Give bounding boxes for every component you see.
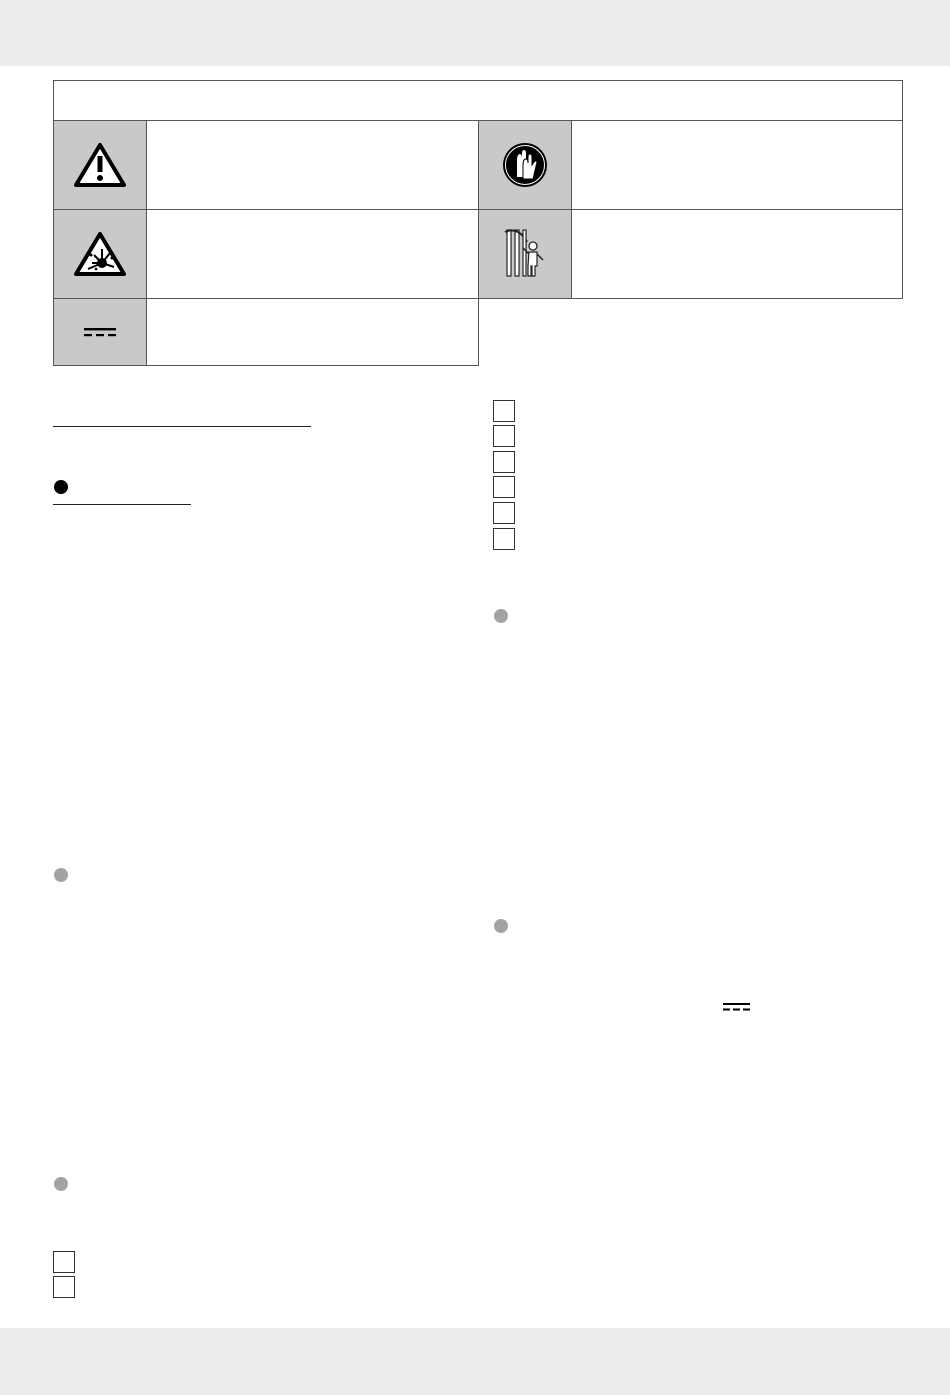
checklist-box xyxy=(493,425,515,447)
subsection-bullet xyxy=(494,919,508,933)
icon-cell xyxy=(54,210,147,298)
warning-triangle-icon xyxy=(74,142,126,188)
explosion-hazard-icon xyxy=(74,231,126,277)
table-row xyxy=(53,121,479,210)
icon-cell xyxy=(479,210,572,298)
symbol-description xyxy=(572,210,902,298)
footer-band xyxy=(0,1328,950,1395)
wear-gloves-icon xyxy=(501,141,549,189)
section-heading-underline xyxy=(53,426,311,427)
checklist-box xyxy=(53,1251,75,1273)
direct-current-icon xyxy=(83,326,117,338)
section-bullet xyxy=(54,480,68,494)
subheading-underline xyxy=(53,504,191,505)
table-row xyxy=(478,121,903,210)
checklist-box xyxy=(53,1276,75,1298)
checklist-box xyxy=(493,528,515,550)
icon-cell xyxy=(54,121,147,209)
table-row xyxy=(478,210,903,299)
checklist-box xyxy=(493,476,515,498)
direct-current-icon xyxy=(723,1002,750,1012)
header-band xyxy=(0,0,950,66)
icon-cell xyxy=(479,121,572,209)
child-safety-icon xyxy=(501,226,549,282)
symbol-description xyxy=(147,121,478,209)
subsection-bullet xyxy=(54,1177,68,1191)
checklist-box xyxy=(493,451,515,473)
table-row xyxy=(53,299,479,366)
symbol-description xyxy=(147,299,478,365)
table-header xyxy=(53,80,903,121)
checklist-box xyxy=(493,502,515,524)
checklist-box xyxy=(493,400,515,422)
subsection-bullet xyxy=(54,868,68,882)
symbol-description xyxy=(147,210,478,298)
subsection-bullet xyxy=(494,609,508,623)
icon-cell xyxy=(54,299,147,365)
table-row xyxy=(53,210,479,299)
symbol-description xyxy=(572,121,902,209)
